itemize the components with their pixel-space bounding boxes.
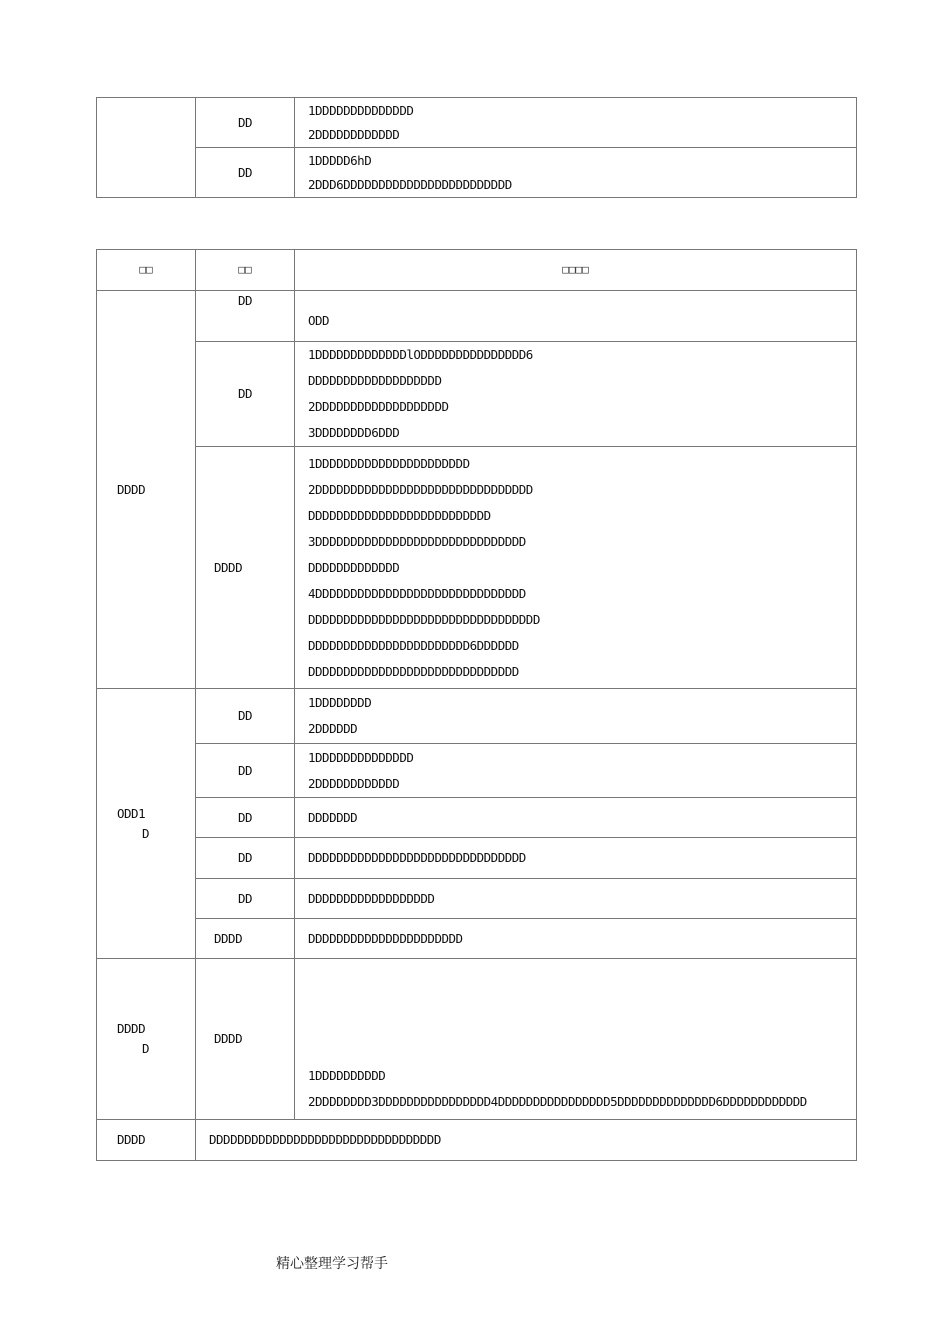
category-line: D (142, 1041, 150, 1056)
row-content (295, 447, 857, 689)
top-table (96, 97, 857, 198)
row-label: DD (196, 98, 295, 148)
table-row (97, 744, 857, 798)
content-line: 3DDDDDDDD6DDD (308, 425, 400, 440)
row-content (295, 98, 857, 148)
content-line: 1DDDDDDDDDDDDDlODDDDDDDDDDDDDDD6 (308, 347, 533, 362)
row-label: DD (196, 744, 295, 798)
empty-category-cell (97, 98, 196, 198)
content-line: DDDDDDDDDDDDDDDDDD (308, 890, 435, 906)
row-label: DDDD (196, 447, 295, 689)
content-line: DDDDDDDDDDDDDDDDDDDDDDDDDDDDDDD (308, 850, 526, 865)
table-row (97, 838, 857, 879)
content-line: DDDDDDDDDDDDDDDDDDDDDDDDDDDDDD (308, 663, 519, 679)
content-line: DDDDDDDDDDDDD (308, 559, 400, 575)
table-row (97, 291, 857, 342)
content-line: 1DDDDDDDDDDDDDD (308, 102, 414, 118)
table-header-row (97, 250, 857, 291)
table-row (97, 959, 857, 1120)
row-content (295, 879, 857, 919)
table-row (97, 1120, 857, 1161)
row-content: DDDDDDDDDDDDDDDDDDDDDDDDDDDDDDDDD (196, 1120, 857, 1161)
table-row (97, 919, 857, 959)
category-line: DDDD (117, 481, 146, 497)
content-line: 2DDDDDDDDDDDD (308, 775, 400, 791)
content-line: 2DDDDDDDDDDDDDDDDDDDDDDDDDDDDDDD (308, 481, 533, 497)
row-content (295, 148, 857, 198)
category-line: D (142, 825, 150, 841)
content-line: 3DDDDDDDDDDDDDDDDDDDDDDDDDDDDDD (308, 533, 526, 549)
content-line: DDDDDDDDDDDDDDDDDDDDDDD6DDDDDD (308, 637, 519, 653)
header-cell: □□ (196, 250, 295, 291)
row-label: DD (196, 798, 295, 838)
category-cell (97, 959, 196, 1120)
row-label: DD (196, 879, 295, 919)
row-content (295, 919, 857, 959)
content-line: 4DDDDDDDDDDDDDDDDDDDDDDDDDDDDDD (308, 585, 526, 601)
content-line: 2DDDDDDDDDDDD (308, 126, 400, 142)
content-line: DDDDDDDDDDDDDDDDDDDDDDDDDDDDDDDDD (308, 611, 540, 627)
row-label: DDDD (196, 959, 295, 1120)
content-line: DDDDDDDDDDDDDDDDDDD (308, 373, 442, 388)
row-content (295, 744, 857, 798)
category-cell (97, 689, 196, 959)
content-line: DDDDDDDDDDDDDDDDDDDDDDDDDD (308, 507, 491, 523)
table-row (97, 879, 857, 919)
content-line: 2DDDDDDDDDDDDDDDDDDD (308, 399, 449, 414)
table-row (97, 98, 857, 148)
content-line: 1DDDDDDDDDDDDDD (308, 749, 414, 765)
row-label: DD (196, 689, 295, 744)
content-line: ODD (308, 313, 330, 328)
category-line: ODD1 (117, 805, 146, 821)
row-label: DD (196, 291, 295, 342)
content-line: DDDDDDDDDDDDDDDDDDDDDD (308, 930, 463, 946)
header-cell: □□□□ (295, 250, 857, 291)
content-line: 1DDDDD6hD (308, 152, 372, 168)
row-content (295, 689, 857, 744)
row-label: DD (196, 148, 295, 198)
table-row (97, 342, 857, 447)
footer-text: 精心整理学习帮手 (276, 1256, 388, 1272)
main-table (96, 249, 857, 1161)
table-row (97, 148, 857, 198)
row-label: DDDD (196, 919, 295, 959)
row-label: DD (196, 838, 295, 879)
category-cell: DDDD (97, 1120, 196, 1161)
row-content (295, 291, 857, 342)
content-line: 2DDDDDDDD3DDDDDDDDDDDDDDDD4DDDDDDDDDDDDDDDD5DDDDDDDDDDDDDD6DDDDDDDDDDDD (308, 1094, 807, 1109)
row-label: DD (196, 342, 295, 447)
row-content (295, 959, 857, 1120)
row-content (295, 838, 857, 879)
table-row (97, 798, 857, 838)
content-line: 1DDDDDDDDDDDDDDDDDDDDDD (308, 455, 470, 471)
row-content (295, 342, 857, 447)
category-cell (97, 291, 196, 689)
content-line: 2DDD6DDDDDDDDDDDDDDDDDDDDDDDD (308, 176, 512, 192)
category-line: DDDD (117, 1021, 146, 1036)
row-content (295, 798, 857, 838)
table-row (97, 689, 857, 744)
header-cell: □□ (97, 250, 196, 291)
content-line: 1DDDDDDDDDD (308, 1068, 386, 1083)
table-row (97, 447, 857, 689)
content-line: DDDDDDD (308, 809, 358, 825)
content-line: 2DDDDDD (308, 721, 358, 736)
content-line: 1DDDDDDDD (308, 695, 372, 710)
